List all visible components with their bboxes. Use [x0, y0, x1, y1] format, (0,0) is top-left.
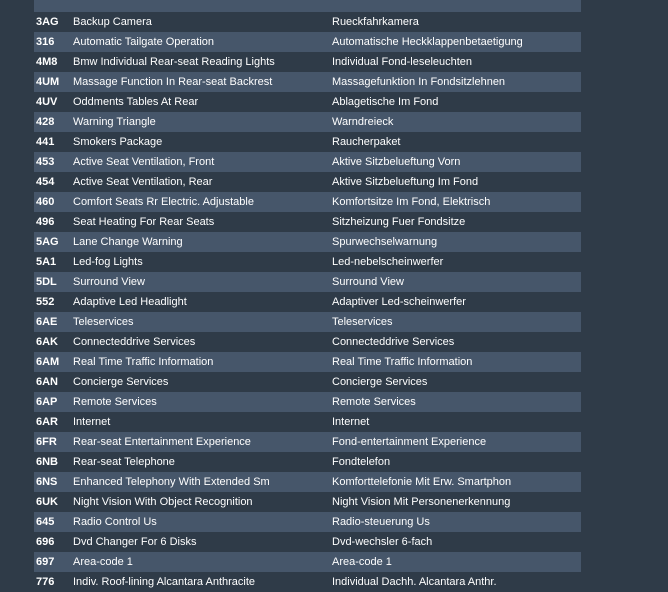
option-code-cell: 552	[34, 292, 73, 312]
option-code-cell: 776	[34, 572, 73, 592]
table-row	[34, 92, 581, 112]
option-name-de-cell: Night Vision Mit Personenerkennung	[332, 492, 581, 512]
option-name-de-cell: Internet	[332, 412, 581, 432]
option-code-cell: 697	[34, 552, 73, 572]
table-row	[34, 432, 581, 452]
option-name-de-cell: Massagefunktion In Fondsitzlehnen	[332, 72, 581, 92]
option-code-cell: 4M8	[34, 52, 73, 72]
option-code-cell: 428	[34, 112, 73, 132]
option-name-de-cell: Raucherpaket	[332, 132, 581, 152]
option-name-en-cell: Led-fog Lights	[73, 252, 332, 272]
option-name-en-cell: Enhanced Telephony With Extended Sm	[73, 472, 332, 492]
option-code-cell: 5A1	[34, 252, 73, 272]
table-row	[34, 472, 581, 492]
table-row	[34, 552, 581, 572]
option-name-de-cell: Spurwechselwarnung	[332, 232, 581, 252]
option-name-en-cell: Real Time Traffic Information	[73, 352, 332, 372]
table-row	[34, 392, 581, 412]
table-row	[34, 252, 581, 272]
table-row	[34, 112, 581, 132]
option-name-de-cell: Individual Dachh. Alcantara Anthr.	[332, 572, 581, 592]
option-name-en-cell: Oddments Tables At Rear	[73, 92, 332, 112]
option-name-de-cell: Ablagetische Im Fond	[332, 92, 581, 112]
option-name-en-cell: Rear-seat Entertainment Experience	[73, 432, 332, 452]
option-name-de-cell: Fond-entertainment Experience	[332, 432, 581, 452]
option-name-en-cell: Warning Triangle	[73, 112, 332, 132]
table-row	[34, 532, 581, 552]
table-row	[34, 72, 581, 92]
table-row	[34, 512, 581, 532]
option-name-en-cell: Area-code 1	[73, 552, 332, 572]
option-name-de-cell: Aktive Sitzbelueftung Im Fond	[332, 172, 581, 192]
option-code-cell: 3AG	[34, 12, 73, 32]
option-code-cell: 460	[34, 192, 73, 212]
option-code-cell: 6NS	[34, 472, 73, 492]
option-name-de-cell: Remote Services	[332, 392, 581, 412]
option-name-de-cell: Led-nebelscheinwerfer	[332, 252, 581, 272]
option-code-cell: 6AK	[34, 332, 73, 352]
option-code-cell: 6AE	[34, 312, 73, 332]
table-row	[34, 332, 581, 352]
option-code-cell: 454	[34, 172, 73, 192]
option-name-en-cell: Adaptive Led Headlight	[73, 292, 332, 312]
option-code-cell: 316	[34, 32, 73, 52]
option-name-de-cell: Connecteddrive Services	[332, 332, 581, 352]
option-name-en-cell: Automatic Tailgate Operation	[73, 32, 332, 52]
option-code-cell: 6NB	[34, 452, 73, 472]
option-name-en-cell: Active Seat Ventilation, Rear	[73, 172, 332, 192]
option-code-cell: 5AG	[34, 232, 73, 252]
option-name-en-cell: Backup Camera	[73, 12, 332, 32]
option-name-en-cell: Teleservices	[73, 312, 332, 332]
option-code-cell: 5DL	[34, 272, 73, 292]
option-name-de-cell: Sitzheizung Fuer Fondsitze	[332, 212, 581, 232]
option-name-de-cell: Fondtelefon	[332, 452, 581, 472]
table-row	[34, 212, 581, 232]
option-code-cell: 6AR	[34, 412, 73, 432]
option-name-de-cell: Concierge Services	[332, 372, 581, 392]
option-name-de-cell: Adaptiver Led-scheinwerfer	[332, 292, 581, 312]
option-code-cell: 645	[34, 512, 73, 532]
option-name-en-cell: Lane Change Warning	[73, 232, 332, 252]
option-code-cell: 4UM	[34, 72, 73, 92]
table-row	[34, 12, 581, 32]
option-name-en-cell: Active Seat Ventilation, Front	[73, 152, 332, 172]
option-code-cell: 6AM	[34, 352, 73, 372]
option-name-en-cell: Internet	[73, 412, 332, 432]
table-row	[34, 172, 581, 192]
option-name-de-cell: Individual Fond-leseleuchten	[332, 52, 581, 72]
option-code-cell: 6AP	[34, 392, 73, 412]
table-row	[34, 32, 581, 52]
option-name-de-cell: Area-code 1	[332, 552, 581, 572]
option-name-de-cell: Real Time Traffic Information	[332, 352, 581, 372]
option-name-en-cell: Seat Heating For Rear Seats	[73, 212, 332, 232]
option-name-de-cell: Komfortsitze Im Fond, Elektrisch	[332, 192, 581, 212]
option-code-cell: 453	[34, 152, 73, 172]
option-name-en-cell: Rear-seat Telephone	[73, 452, 332, 472]
option-name-de-cell: Surround View	[332, 272, 581, 292]
table-row	[34, 372, 581, 392]
table-row	[34, 452, 581, 472]
option-name-en-cell: Massage Function In Rear-seat Backrest	[73, 72, 332, 92]
option-name-de-cell: Dvd-wechsler 6-fach	[332, 532, 581, 552]
table-row	[34, 272, 581, 292]
option-name-en-cell: Connecteddrive Services	[73, 332, 332, 352]
option-name-en-cell: Comfort Seats Rr Electric. Adjustable	[73, 192, 332, 212]
table-row	[34, 152, 581, 172]
option-code-cell: 696	[34, 532, 73, 552]
option-name-en-cell: Indiv. Roof-lining Alcantara Anthracite	[73, 572, 332, 592]
table-row	[34, 352, 581, 372]
option-code-cell: 4UV	[34, 92, 73, 112]
table-row	[34, 312, 581, 332]
option-name-en-cell	[73, 0, 332, 12]
table-row	[34, 132, 581, 152]
table-row	[34, 0, 581, 12]
option-name-en-cell: Remote Services	[73, 392, 332, 412]
option-name-en-cell: Concierge Services	[73, 372, 332, 392]
table-row	[34, 192, 581, 212]
option-code-cell: 6UK	[34, 492, 73, 512]
option-name-de-cell: Aktive Sitzbelueftung Vorn	[332, 152, 581, 172]
table-row	[34, 52, 581, 72]
option-name-en-cell: Night Vision With Object Recognition	[73, 492, 332, 512]
table-row	[34, 492, 581, 512]
option-name-de-cell: Komforttelefonie Mit Erw. Smartphon	[332, 472, 581, 492]
option-code-cell: 441	[34, 132, 73, 152]
option-name-de-cell: Teleservices	[332, 312, 581, 332]
option-code-cell: 496	[34, 212, 73, 232]
option-code-cell	[34, 0, 73, 12]
table-row	[34, 292, 581, 312]
option-name-de-cell	[332, 0, 581, 12]
option-name-de-cell: Radio-steuerung Us	[332, 512, 581, 532]
option-name-en-cell: Surround View	[73, 272, 332, 292]
option-name-en-cell: Radio Control Us	[73, 512, 332, 532]
table-row	[34, 232, 581, 252]
option-name-en-cell: Dvd Changer For 6 Disks	[73, 532, 332, 552]
option-name-en-cell: Smokers Package	[73, 132, 332, 152]
option-name-de-cell: Rueckfahrkamera	[332, 12, 581, 32]
table-row	[34, 412, 581, 432]
option-name-de-cell: Warndreieck	[332, 112, 581, 132]
option-name-de-cell: Automatische Heckklappenbetaetigung	[332, 32, 581, 52]
table-row	[34, 572, 581, 592]
options-table	[34, 0, 581, 592]
option-code-cell: 6AN	[34, 372, 73, 392]
option-code-cell: 6FR	[34, 432, 73, 452]
option-name-en-cell: Bmw Individual Rear-seat Reading Lights	[73, 52, 332, 72]
options-table-body	[34, 0, 581, 592]
